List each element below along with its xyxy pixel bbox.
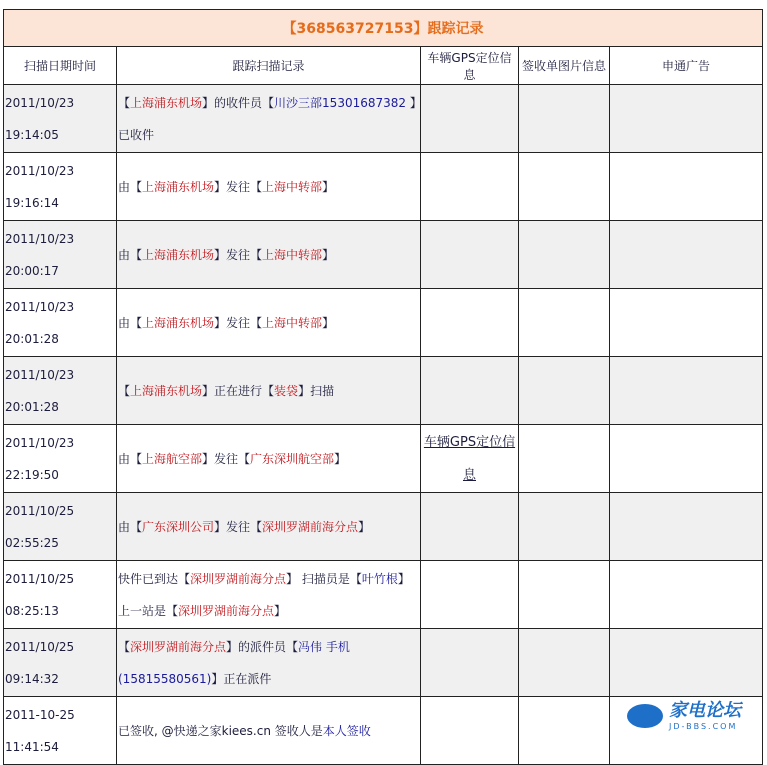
gps-link[interactable]: 车辆GPS定位信息: [423, 434, 516, 483]
watermark-sub: JD-BBS.COM: [669, 722, 738, 731]
datetime-cell: [4, 221, 117, 289]
record-segment: 由【: [118, 247, 143, 262]
record-segment: 深圳罗湖前海分点: [178, 603, 275, 618]
scan-date: 2011/10/25: [5, 503, 75, 518]
table-row: [4, 357, 763, 425]
record-segment: 深圳罗湖前海分点: [130, 639, 227, 654]
datetime-cell: [4, 425, 117, 493]
ad-cell: [610, 289, 763, 357]
ad-cell: [610, 629, 763, 697]
record-segment: 快件已到达【: [118, 571, 191, 586]
table-title: 【368563727153】跟踪记录: [4, 10, 763, 47]
signature-cell: [519, 561, 610, 629]
table-row: [4, 561, 763, 629]
scan-time: 20:01:28: [5, 399, 59, 414]
scan-date: 2011/10/23: [5, 299, 75, 314]
scan-time: 11:41:54: [5, 739, 59, 754]
signature-cell: [519, 221, 610, 289]
scan-time: 20:00:17: [5, 263, 59, 278]
gps-cell: [421, 425, 519, 493]
gps-cell: [421, 289, 519, 357]
table-row: [4, 289, 763, 357]
record-segment: 川沙三部15301687382: [274, 95, 410, 110]
gps-cell: [421, 85, 519, 153]
scan-date: 2011/10/23: [5, 231, 75, 246]
logo-icon: [625, 702, 665, 730]
record-segment: 】: [334, 451, 347, 466]
table-row: [4, 629, 763, 697]
datetime-cell: [4, 561, 117, 629]
scan-date: 2011/10/23: [5, 367, 75, 382]
ad-cell: [610, 561, 763, 629]
datetime-cell: [4, 153, 117, 221]
record-segment: 由【: [118, 519, 143, 534]
datetime-cell: [4, 85, 117, 153]
table-row: [4, 221, 763, 289]
table-row: [4, 85, 763, 153]
record-cell: [117, 493, 421, 561]
record-segment: 上海浦东机场: [142, 315, 215, 330]
scan-date: 2011/10/25: [5, 571, 75, 586]
record-segment: 上海浦东机场: [142, 247, 215, 262]
ad-cell: [610, 153, 763, 221]
record-segment: 【: [118, 95, 131, 110]
record-segment: 】 上一站是【: [118, 571, 410, 618]
record-segment: 】发往【: [214, 315, 263, 330]
ad-cell: [610, 493, 763, 561]
table-row: [4, 425, 763, 493]
ad-cell: [610, 85, 763, 153]
record-cell: [117, 357, 421, 425]
signature-cell: [519, 493, 610, 561]
record-segment: 】: [322, 179, 335, 194]
record-cell: [117, 221, 421, 289]
record-segment: 广东深圳公司: [142, 519, 215, 534]
gps-cell: [421, 357, 519, 425]
record-cell: [117, 425, 421, 493]
signature-cell: [519, 357, 610, 425]
gps-cell: [421, 629, 519, 697]
tracking-table: [3, 9, 763, 765]
record-cell: [117, 289, 421, 357]
watermark-logo: [625, 700, 741, 732]
scan-date: 2011/10/23: [5, 95, 75, 110]
record-cell: [117, 629, 421, 697]
record-segment: 上海浦东机场: [130, 95, 203, 110]
record-segment: 上海浦东机场: [130, 383, 203, 398]
header-record: 跟踪扫描记录: [117, 47, 421, 85]
signature-cell: [519, 697, 610, 765]
record-segment: 【: [118, 639, 131, 654]
record-segment: 】的派件员【: [226, 639, 299, 654]
signature-cell: [519, 289, 610, 357]
record-segment: 】: [322, 315, 335, 330]
record-segment: 上海浦东机场: [142, 179, 215, 194]
table-row: [4, 493, 763, 561]
record-segment: 已签收, @快递之家kiees.cn 签收人是: [118, 723, 323, 738]
scan-date: 2011/10/23: [5, 163, 75, 178]
signature-cell: [519, 629, 610, 697]
gps-cell: [421, 221, 519, 289]
record-segment: 】发往【: [202, 451, 251, 466]
scan-time: 08:25:13: [5, 603, 59, 618]
ad-cell: [610, 221, 763, 289]
record-segment: 由【: [118, 179, 143, 194]
gps-cell: [421, 153, 519, 221]
datetime-cell: [4, 493, 117, 561]
scan-time: 20:01:28: [5, 331, 59, 346]
scan-date: 2011/10/25: [5, 639, 75, 654]
record-segment: 上海航空部: [142, 451, 203, 466]
record-segment: 冯伟 手机(15815580561): [118, 639, 350, 686]
datetime-cell: [4, 357, 117, 425]
record-segment: 】发往【: [214, 179, 263, 194]
record-segment: 】: [358, 519, 371, 534]
gps-cell: [421, 697, 519, 765]
datetime-cell: [4, 697, 117, 765]
record-segment: 】发往【: [214, 247, 263, 262]
record-segment: 】扫描: [298, 383, 335, 398]
gps-cell: [421, 493, 519, 561]
ad-cell: [610, 425, 763, 493]
record-segment: 由【: [118, 451, 143, 466]
table-row: [4, 153, 763, 221]
gps-cell: [421, 561, 519, 629]
datetime-cell: [4, 289, 117, 357]
signature-cell: [519, 425, 610, 493]
record-segment: 】的收件员【: [202, 95, 275, 110]
record-cell: [117, 153, 421, 221]
record-segment: 】已收件: [118, 95, 416, 142]
record-cell: [117, 697, 421, 765]
record-segment: 】 扫描员是【: [286, 571, 362, 586]
record-segment: 】正在进行【: [202, 383, 275, 398]
datetime-cell: [4, 629, 117, 697]
scan-date: 2011-10-25: [5, 707, 75, 722]
record-cell: [117, 561, 421, 629]
record-segment: 】: [274, 603, 287, 618]
scan-time: 22:19:50: [5, 467, 59, 482]
record-segment: 】: [322, 247, 335, 262]
record-segment: 本人签收: [322, 723, 371, 738]
record-segment: 上海中转部: [262, 179, 323, 194]
record-segment: 广东深圳航空部: [250, 451, 335, 466]
ad-cell: [610, 357, 763, 425]
record-segment: 由【: [118, 315, 143, 330]
record-segment: 】正在派件: [211, 671, 272, 686]
header-ad: 申通广告: [610, 47, 763, 85]
record-segment: 上海中转部: [262, 247, 323, 262]
scan-time: 02:55:25: [5, 535, 59, 550]
record-segment: 上海中转部: [262, 315, 323, 330]
record-segment: 叶竹根: [361, 571, 398, 586]
record-segment: 【: [118, 383, 131, 398]
header-datetime: 扫描日期时间: [4, 47, 117, 85]
record-cell: [117, 85, 421, 153]
scan-time: 19:16:14: [5, 195, 59, 210]
signature-cell: [519, 85, 610, 153]
record-segment: 深圳罗湖前海分点: [262, 519, 359, 534]
signature-cell: [519, 153, 610, 221]
header-gps: 车辆GPS定位信息: [421, 47, 519, 85]
scan-time: 19:14:05: [5, 127, 59, 142]
record-segment: 】发往【: [214, 519, 263, 534]
scan-time: 09:14:32: [5, 671, 59, 686]
record-segment: 深圳罗湖前海分点: [190, 571, 287, 586]
watermark-text: 家电论坛: [669, 700, 741, 721]
scan-date: 2011/10/23: [5, 435, 75, 450]
header-signature-image: 签收单图片信息: [519, 47, 610, 85]
record-segment: 装袋: [274, 383, 299, 398]
